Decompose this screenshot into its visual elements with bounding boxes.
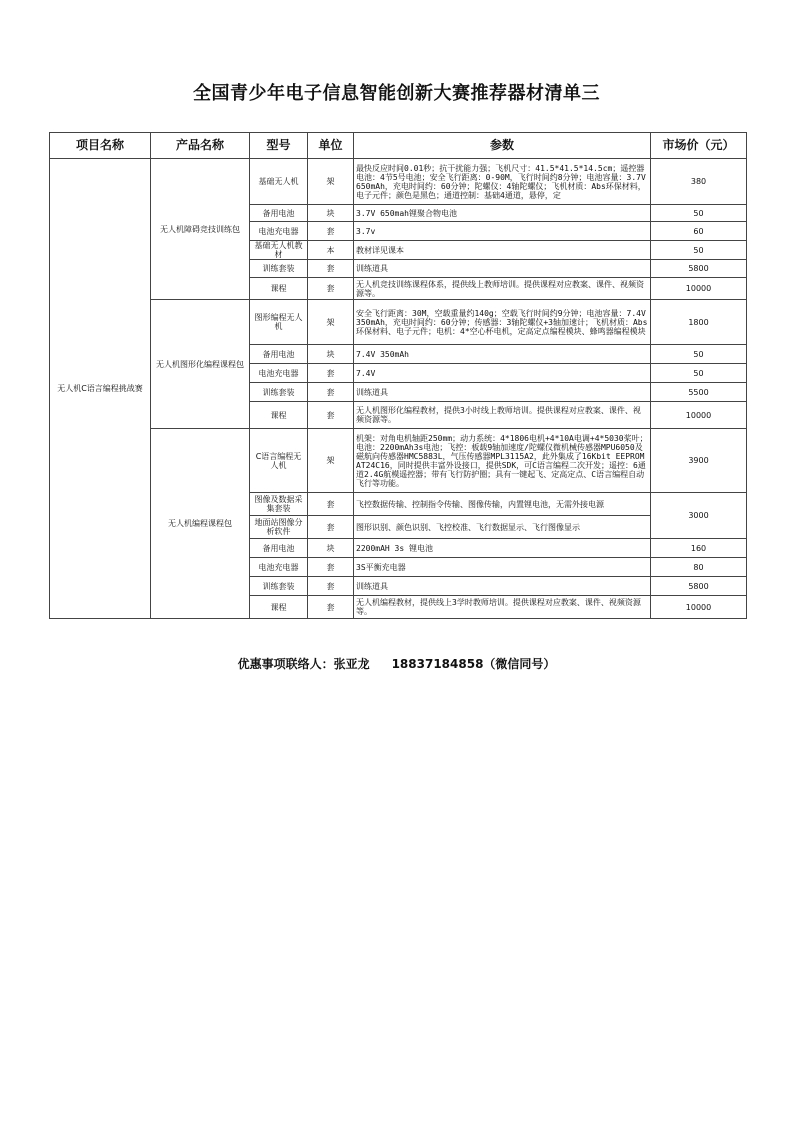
price-cell: 1800 [651, 300, 747, 345]
params-cell: 安全飞行距离：30M，空载重量约140g；空载飞行时间约9分钟；电池容量：7.4V 350mAh，充电时间约：60分钟；传感器：3轴陀螺仪+3轴加速计；飞机材质：Abs环保材料、电子元件；电机：4*空心杯电机，定高定点编程模块、蜂鸣器编程模块 [354, 300, 651, 345]
model-cell: 课程 [250, 402, 308, 429]
price-cell: 50 [651, 241, 747, 260]
contact-line [0, 655, 793, 672]
model-cell: 基础无人机教材 [250, 241, 308, 260]
price-cell: 5800 [651, 260, 747, 278]
price-cell: 80 [651, 558, 747, 577]
model-cell: 电池充电器 [250, 222, 308, 241]
unit-cell: 套 [308, 402, 354, 429]
unit-cell: 块 [308, 345, 354, 364]
params-cell: 7.4V [354, 364, 651, 383]
unit-cell: 架 [308, 429, 354, 493]
model-cell: 训练套装 [250, 260, 308, 278]
unit-cell: 套 [308, 577, 354, 596]
model-cell: 电池充电器 [250, 364, 308, 383]
params-cell: 2200mAH 3s 锂电池 [354, 539, 651, 558]
product-cell: 无人机障碍竞技训练包 [151, 159, 250, 300]
unit-cell: 套 [308, 222, 354, 241]
header-row [50, 133, 747, 159]
params-cell: 3S平衡充电器 [354, 558, 651, 577]
params-cell: 无人机竞技训练课程体系，提供线上教师培训。提供课程对应教案、课件、视频资源等。 [354, 278, 651, 300]
price-cell: 50 [651, 205, 747, 222]
model-cell: 电池充电器 [250, 558, 308, 577]
params-cell: 7.4V 350mAh [354, 345, 651, 364]
model-cell: C语言编程无人机 [250, 429, 308, 493]
unit-cell: 本 [308, 241, 354, 260]
params-cell: 3.7v [354, 222, 651, 241]
unit-cell: 架 [308, 300, 354, 345]
model-cell: 备用电池 [250, 345, 308, 364]
model-cell: 图形编程无人机 [250, 300, 308, 345]
model-cell: 地面站图像分析软件 [250, 516, 308, 539]
params-cell: 训练道具 [354, 383, 651, 402]
model-cell: 课程 [250, 278, 308, 300]
header-project: 项目名称 [50, 133, 151, 159]
unit-cell: 套 [308, 558, 354, 577]
price-cell: 3900 [651, 429, 747, 493]
price-cell: 10000 [651, 278, 747, 300]
params-cell: 最快反应时间0.01秒；抗干扰能力强；飞机尺寸：41.5*41.5*14.5cm；遥控器电池：4节5号电池；安全飞行距离：0-90M，飞行时间约8分钟；电池容量：3.7V 650mAh，充电时间约：60分钟；陀螺仪：4轴陀螺仪；飞机材质：Abs环保材料，电子元件；颜色是黑色；通道控制：基础4通道，悬停，定 [354, 159, 651, 205]
unit-cell: 套 [308, 364, 354, 383]
equipment-table [49, 132, 747, 619]
unit-cell: 套 [308, 596, 354, 619]
params-cell: 训练道具 [354, 260, 651, 278]
page-title: 全国青少年电子信息智能创新大赛推荐器材清单三 [193, 83, 600, 104]
contact-label: 优惠事项联络人：张亚龙 [237, 657, 370, 671]
unit-cell: 块 [308, 539, 354, 558]
model-cell: 训练套装 [250, 383, 308, 402]
price-cell: 5800 [651, 577, 747, 596]
header-product: 产品名称 [151, 133, 250, 159]
price-cell: 50 [651, 345, 747, 364]
header-price: 市场价（元） [651, 133, 747, 159]
price-cell: 380 [651, 159, 747, 205]
header-model: 型号 [250, 133, 308, 159]
unit-cell: 架 [308, 159, 354, 205]
table-row [50, 429, 747, 493]
unit-cell: 套 [308, 260, 354, 278]
price-cell: 10000 [651, 402, 747, 429]
unit-cell: 套 [308, 278, 354, 300]
table-row [50, 300, 747, 345]
model-cell: 图像及数据采集套装 [250, 493, 308, 516]
unit-cell: 套 [308, 493, 354, 516]
contact-phone: 18837184858（微信同号） [391, 657, 556, 671]
project-cell: 无人机C语言编程挑战赛 [50, 159, 151, 619]
unit-cell: 套 [308, 516, 354, 539]
params-cell: 教材详见课本 [354, 241, 651, 260]
product-cell: 无人机图形化编程课程包 [151, 300, 250, 429]
params-cell: 图形识别、颜色识别、飞控校准、飞行数据显示、飞行图像显示 [354, 516, 651, 539]
model-cell: 基础无人机 [250, 159, 308, 205]
model-cell: 备用电池 [250, 205, 308, 222]
params-cell: 无人机编程教材，提供线上3学时教师培训。提供课程对应教案、课件、视频资源等。 [354, 596, 651, 619]
model-cell: 课程 [250, 596, 308, 619]
unit-cell: 块 [308, 205, 354, 222]
price-cell: 3000 [651, 493, 747, 539]
params-cell: 训练道具 [354, 577, 651, 596]
price-cell: 160 [651, 539, 747, 558]
price-cell: 60 [651, 222, 747, 241]
params-cell: 3.7V 650mah锂聚合物电池 [354, 205, 651, 222]
params-cell: 无人机图形化编程教材，提供3小时线上教师培训。提供课程对应教案、课件、视频资源等。 [354, 402, 651, 429]
price-cell: 10000 [651, 596, 747, 619]
unit-cell: 套 [308, 383, 354, 402]
table-row [50, 159, 747, 205]
model-cell: 备用电池 [250, 539, 308, 558]
price-cell: 50 [651, 364, 747, 383]
params-cell: 飞控数据传输、控制指令传输、图像传输，内置锂电池，无需外接电源 [354, 493, 651, 516]
product-cell: 无人机编程课程包 [151, 429, 250, 619]
header-params: 参数 [354, 133, 651, 159]
params-cell: 机架：对角电机轴距250mm；动力系统：4*1806电机+4*10A电调+4*5030桨叶；电池：2200mAh3s电池；飞控：板载9轴加速度/陀螺仪微机械传感器MPU6050及磁航向传感器HMC5883L，气压传感器MPL3115A2，此外集成了16Kbit EEPROM AT24C16，同时提供丰富外设接口，提供SDK，可C语言编程二次开发；遥控：6通道2.4G航模遥控器；带有飞行防护圈；具有一键起飞、定高定点、C语言编程自动飞行等功能。 [354, 429, 651, 493]
header-unit: 单位 [308, 133, 354, 159]
model-cell: 训练套装 [250, 577, 308, 596]
price-cell: 5500 [651, 383, 747, 402]
